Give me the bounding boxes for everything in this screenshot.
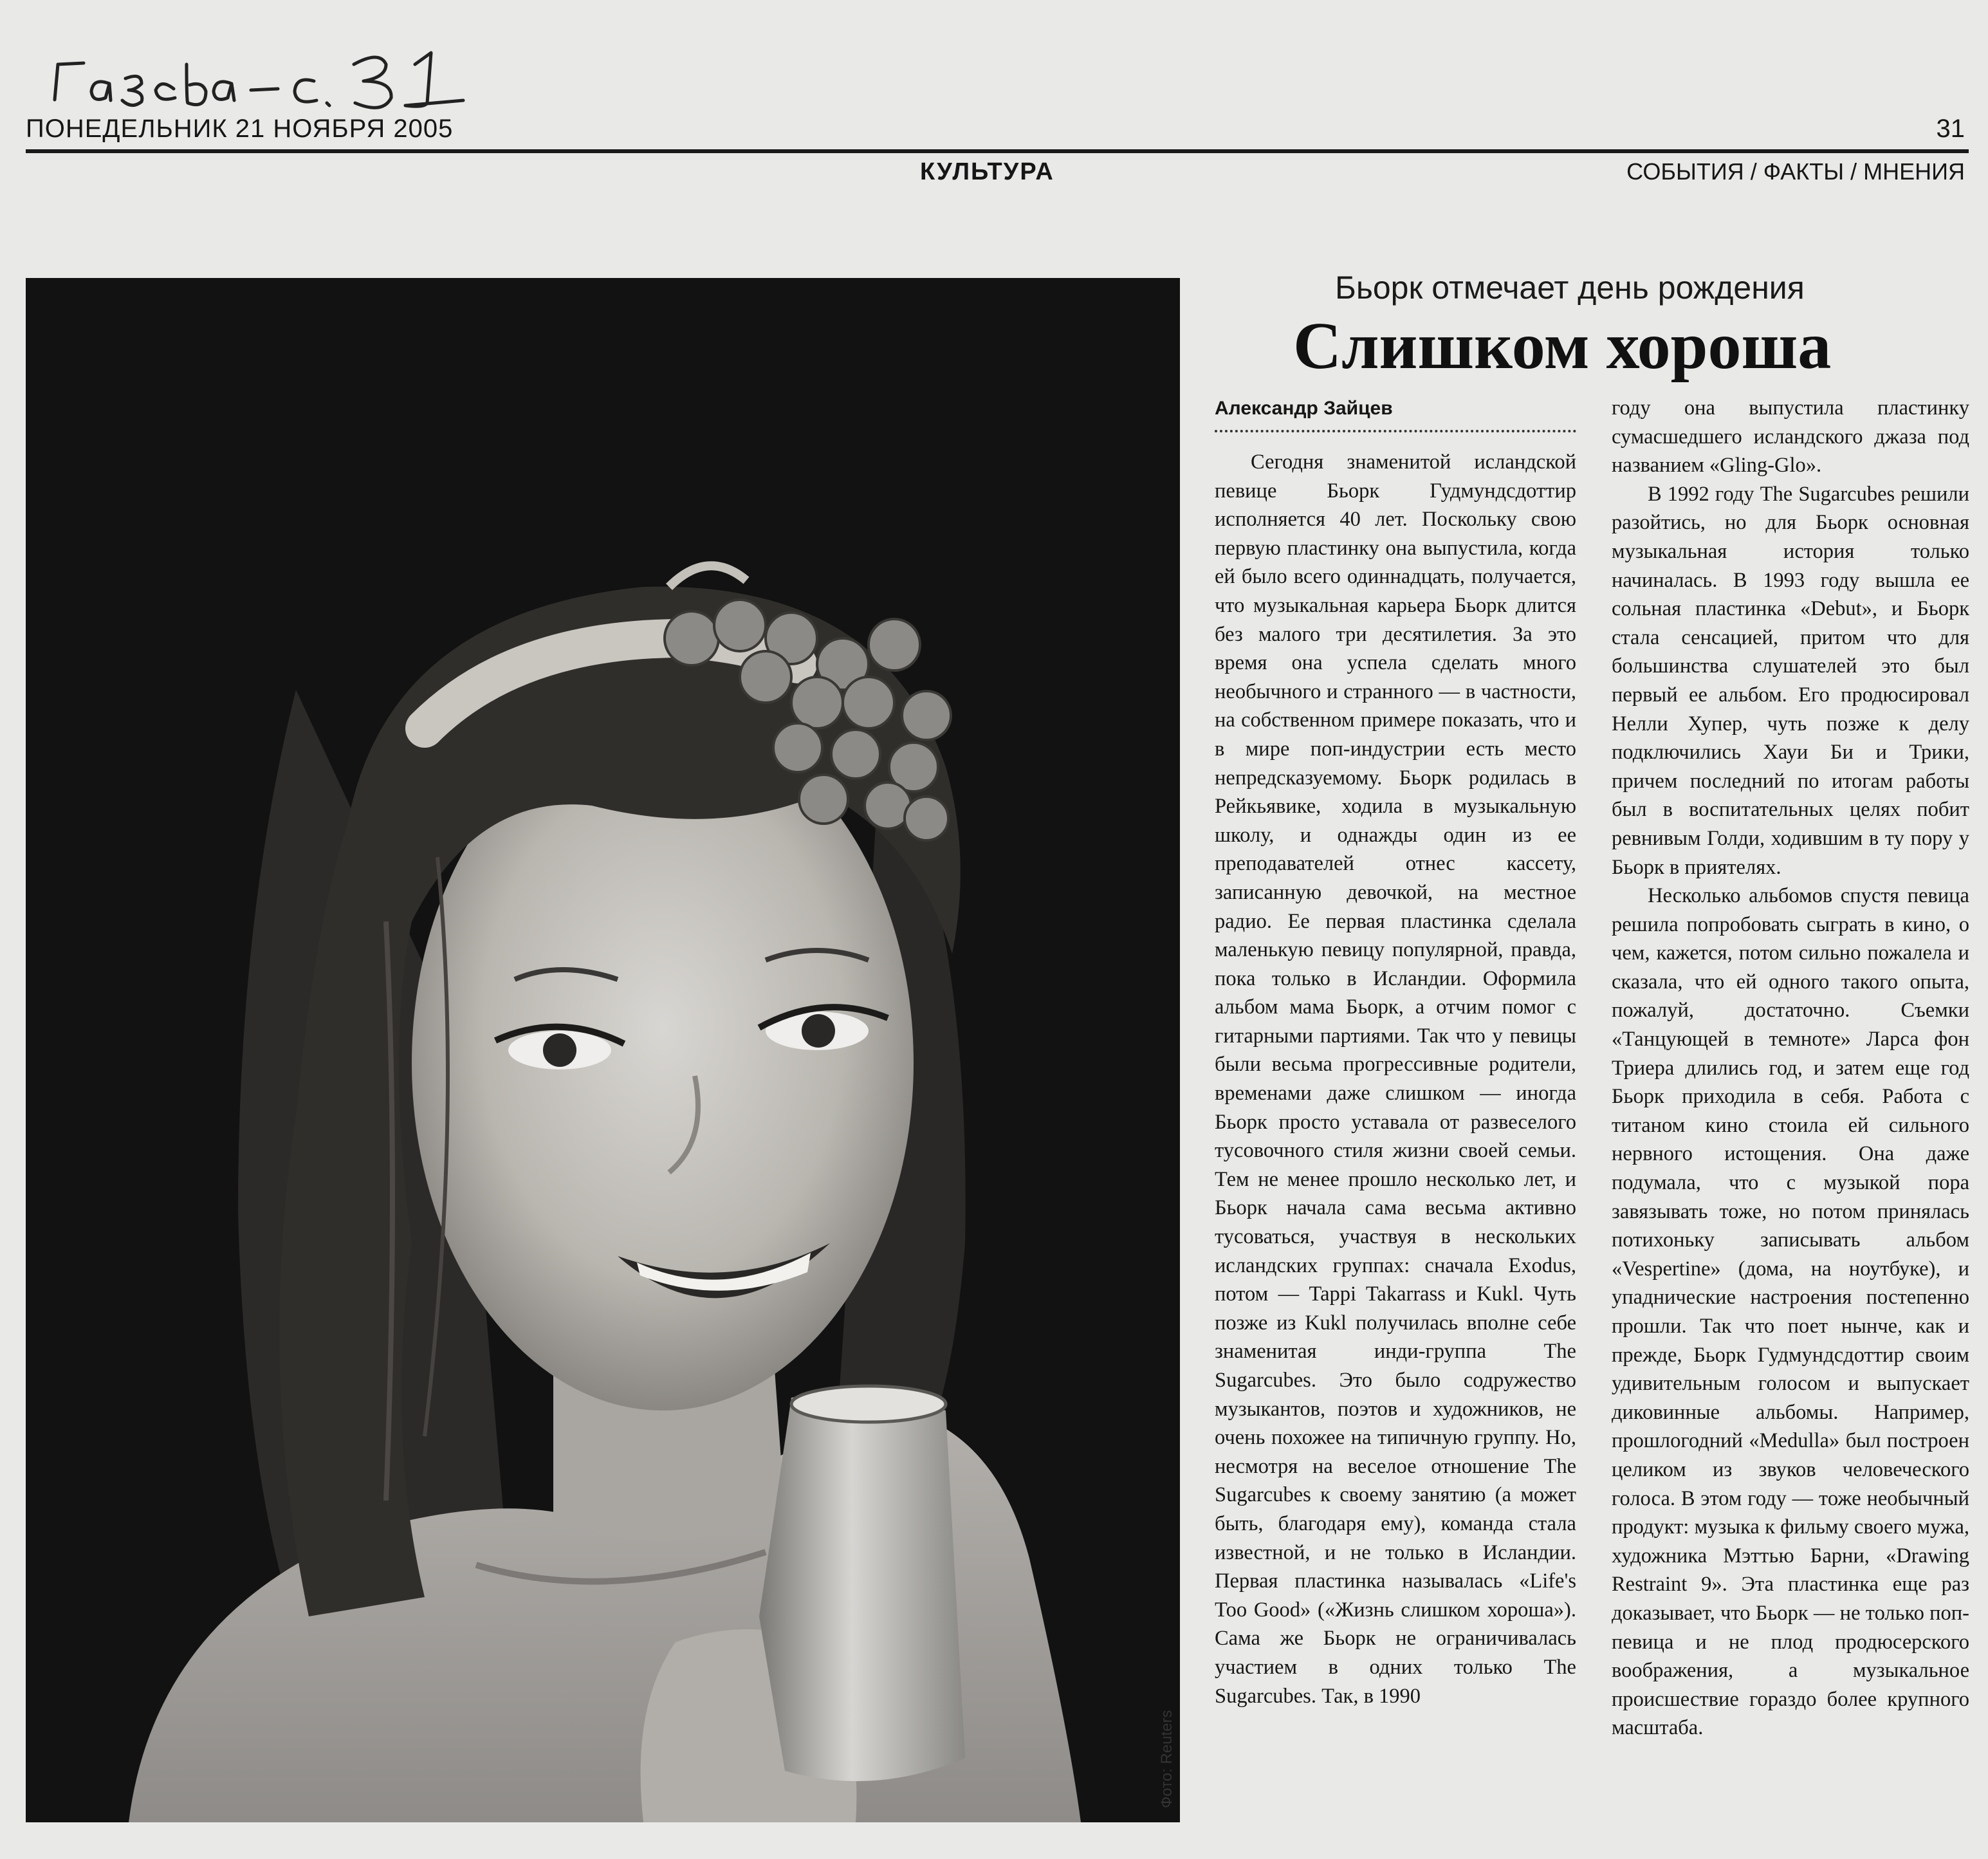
issue-date: ПОНЕДЕЛЬНИК 21 НОЯБРЯ 2005 <box>26 115 454 143</box>
section-title: КУЛЬТУРА <box>920 158 1054 185</box>
photo-credit: Фото: Reuters <box>1158 1710 1175 1808</box>
header-rule <box>26 149 1969 153</box>
article-kicker: Бьорк отмечает день рождения <box>1335 270 1805 306</box>
article-author: Александр Зайцев <box>1215 398 1393 419</box>
article-headline: Слишком хороша <box>1293 309 1832 383</box>
article-paragraph: Сегодня знаменитой исландской певице Бьорк Гудмундсдоттир исполняется 40 лет. Поскольку свою первую пластинку она выпустила, когда ей было всего одиннадцать, получается, что музыкальная карьера Бьорк длится без малого три десятилетия. За это время она успела сделать много необычного и странного — в частности, на собственном примере показать, что и в мире поп-индустрии есть место непредсказуемому. Бьорк родилась в Рейкьявике, ходила в музыкальную школу, и однажды один из ее преподавателей отнес кассету, записанную девочкой, на местное радио. Ее первая пластинка сделала маленькую певицу популярной, правда, пока только в Исландии. Оформила альбом мама Бьорк, а отчим помог с гитарными партиями. Так что у певицы были весьма прогрессивные родители, временами даже слишком — иногда Бьорк просто уставала от развеселого тусовочного стиля жизни своей семьи. Тем не менее прошло несколько лет, и Бьорк начала сама весьма активно тусоваться, участвуя в нескольких исландских группах: сначала Exodus, потом — Tappi Takarrass и Kukl. Чуть позже из Kukl получилась вполне себе знаменитая инди-группа The Sugarcubes. Это было содружество музыкантов, поэтов и художников, не очень похожее на типичную группу. Но, несмотря на веселое отношение The Sugarcubes к своему занятию (а может быть, благодаря ему), команда стала известной, и не только в Исландии. Первая пластинка называлась «Life's Too Good» («Жизнь слишком хороша»). Сама же Бьорк не ограничивалась участием в одних только The Sugarcubes. Так, в 1990 <box>1215 450 1576 1708</box>
article-column-2 <box>1612 394 1969 1743</box>
portrait-photo <box>26 278 1180 1822</box>
article-paragraph: году она выпустила пластинку сумасшедшего исландского джаза под названием «Gling-Glo». <box>1612 396 1969 477</box>
article-column-1 <box>1215 448 1576 1710</box>
author-divider <box>1215 430 1576 432</box>
article-paragraph: Несколько альбомов спустя певица решила попробовать сыграть в кино, о чем, кажется, потом сильно пожалела и сказала, что ей одного такого опыта, пожалуй, достаточно. Съемки «Танцующей в темноте» Ларса фон Триера длились год, и затем еще год Бьорк приходила в себя. Работа с титаном кино стоила ей сильного нервного истощения. Она даже подумала, что с музыкой пора завязывать тоже, но потом принялась потихоньку записывать альбом «Vespertine» (дома, на ноутбуке), и упаднические настроения постепенно прошли. Так что поет нынче, как и прежде, Бьорк Гудмундсдоттир своим удивительным голосом и выпускает диковинные альбомы. Например, прошлогодний «Medulla» был построен целиком из звуков человеческого голоса. В этом году — тоже необычный продукт: музыка к фильму своего мужа, художника Мэттью Барни, «Drawing Restraint 9». Эта пластинка еще раз доказывает, что Бьорк — не только поп-певица и не плод продюсерского воображения, а музыкальное происшествие гораздо более крупного масштаба. <box>1612 884 1969 1740</box>
page-number: 31 <box>1936 115 1965 143</box>
rubric-label: СОБЫТИЯ / ФАКТЫ / МНЕНИЯ <box>1626 158 1965 185</box>
article-paragraph: В 1992 году The Sugarcubes решили разойтись, но для Бьорк основная музыкальная история только начиналась. В 1993 году вышла ее сольная пластинка «Debut», и Бьорк стала сенсацией, притом что для большинства слушателей это был первый ее альбом. Его продюсировал Нелли Хупер, чуть позже к делу подключились Хауи Би и Трики, причем последний по итогам работы был в воспитательных целях побит ревнивым Голди, ходившим в ту пору у Бьорк в приятелях. <box>1612 482 1969 879</box>
